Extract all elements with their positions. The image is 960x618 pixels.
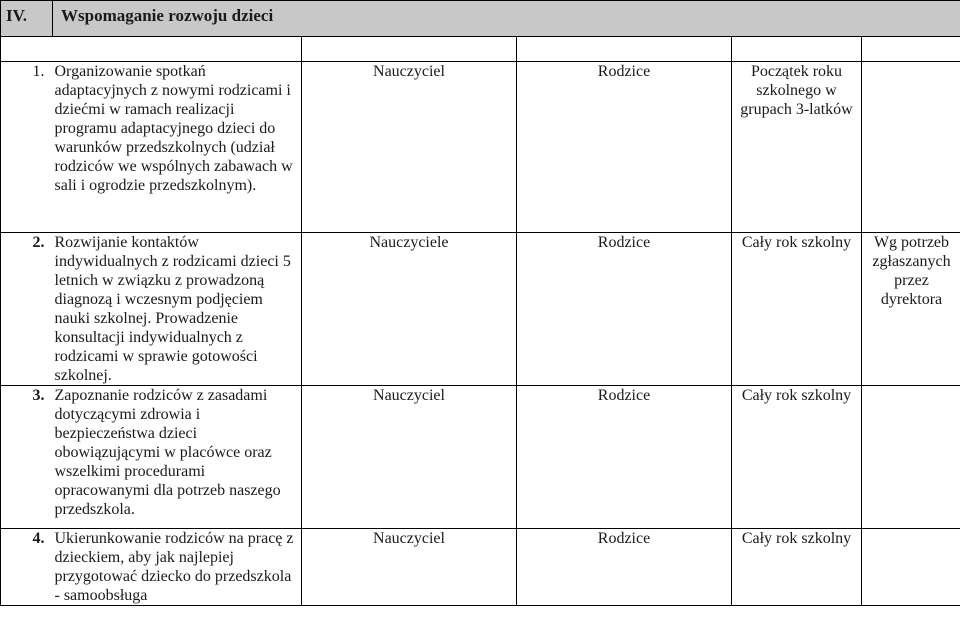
notes-cell xyxy=(862,386,960,529)
participants-cell: Rodzice xyxy=(517,529,732,606)
task-cell xyxy=(53,529,302,606)
deadline-cell: Początek roku szkolnego w grupach 3-latków xyxy=(732,62,862,233)
responsible-cell: Nauczyciel xyxy=(302,529,517,606)
participants-cell: Rodzice xyxy=(517,386,732,529)
section-number: IV. xyxy=(1,1,53,37)
responsible-cell: Nauczyciel xyxy=(302,62,517,233)
participants-cell: Rodzice xyxy=(517,233,732,386)
section-header-row xyxy=(1,1,960,37)
section-title: Wspomaganie rozwoju dzieci xyxy=(53,1,960,37)
deadline-cell: Cały rok szkolny xyxy=(732,233,862,386)
notes-cell: Wg potrzeb zgłaszanych przez dyrektora xyxy=(862,233,960,386)
row-number: 1. xyxy=(1,62,53,233)
row-number: 4. xyxy=(1,529,53,606)
table-row xyxy=(1,62,960,233)
task-text: Organizowanie spotkań adaptacyjnych z nowymi rodzicami i dziećmi w ramach realizacji programu adaptacyjnego dzieci do warunków przedszkolnych (udział rodziców we wspólnych zabawach w sali i ogrodzie przedszkolnym). xyxy=(54,63,293,194)
task-cell xyxy=(53,62,302,233)
responsible-cell: Nauczyciel xyxy=(302,386,517,529)
deadline-cell: Cały rok szkolny xyxy=(732,529,862,606)
task-text: Rozwijanie kontaktów indywidualnych z rodzicami dzieci 5 letnich w związku z prowadzoną diagnozą i wczesnym podjęciem nauki szkolnej. Prowadzenie konsultacji indywidualnych z rodzicami w sprawie gotowości szkolnej. xyxy=(54,234,291,384)
notes-cell xyxy=(862,529,960,606)
table-row xyxy=(1,529,960,606)
task-cell xyxy=(53,233,302,386)
task-cell xyxy=(53,386,302,529)
table-row xyxy=(1,386,960,529)
deadline-cell: Cały rok szkolny xyxy=(732,386,862,529)
table-row xyxy=(1,233,960,386)
participants-cell: Rodzice xyxy=(517,62,732,233)
row-number: 3. xyxy=(1,386,53,529)
spacer-row xyxy=(1,37,960,62)
task-text: Zapoznanie rodziców z zasadami dotyczącymi zdrowia i bezpieczeństwa dzieci obowiązującymi w placówce oraz wszelkimi procedurami opracowanymi dla potrzeb naszego przedszkola. xyxy=(54,387,281,518)
responsible-cell: Nauczyciele xyxy=(302,233,517,386)
row-number: 2. xyxy=(1,233,53,386)
task-text: Ukierunkowanie rodziców na pracę z dzieckiem, aby jak najlepiej przygotować dziecko do przedszkola - samoobsługa xyxy=(54,530,294,604)
notes-cell xyxy=(862,62,960,233)
